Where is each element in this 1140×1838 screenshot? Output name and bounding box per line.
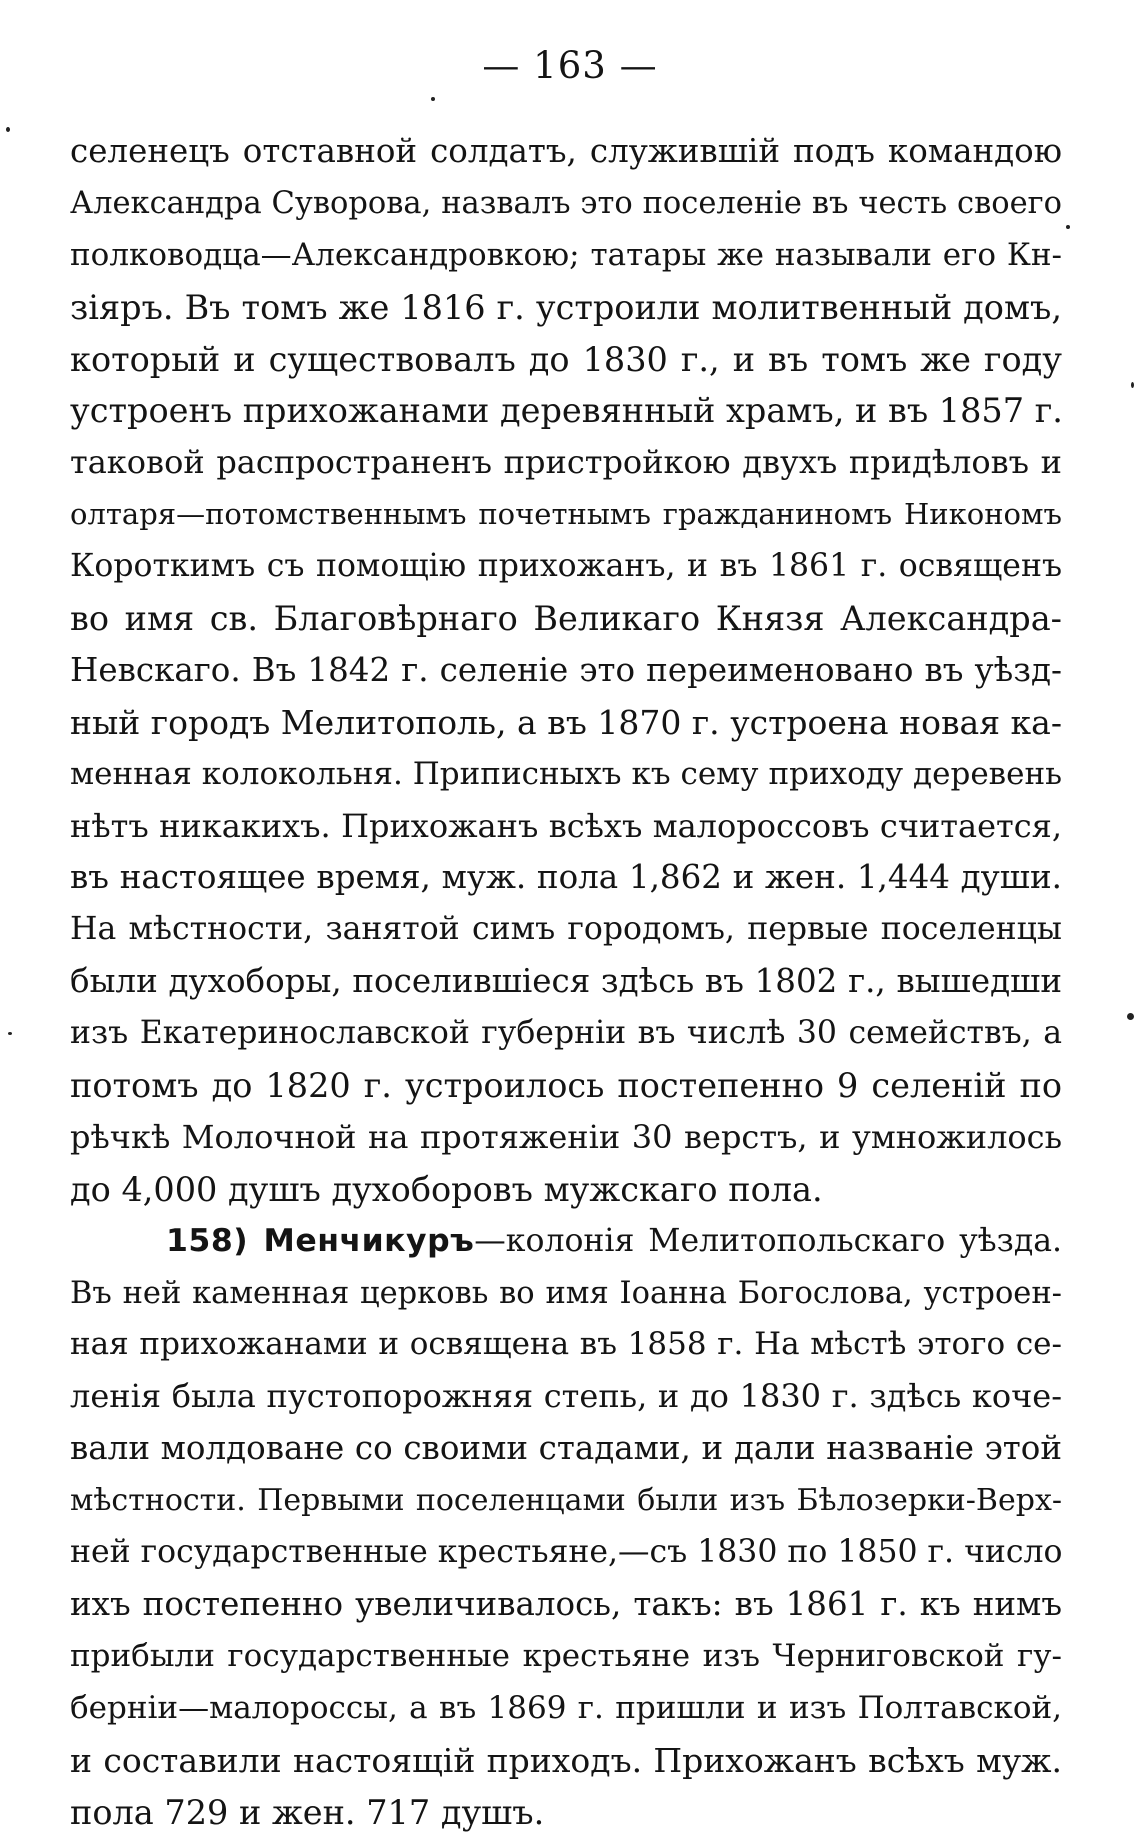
line-text: мѣстности. Первыми поселенцами были изъ Бѣлозерки-Верх- [70, 1483, 1062, 1518]
scan-speck [1127, 1013, 1134, 1020]
text-line [70, 126, 1062, 178]
text-line [70, 1683, 1062, 1735]
text-line [70, 1527, 1062, 1579]
text-line [70, 1268, 1062, 1320]
text-line [70, 1112, 1062, 1164]
text-line [70, 1423, 1062, 1475]
body-text [70, 126, 1062, 1838]
line-text: Короткимъ съ помощію прихожанъ, и въ 1861 г. освященъ [70, 548, 1062, 584]
text-line [70, 956, 1062, 1008]
text-line [70, 1319, 1062, 1371]
text-line [70, 1216, 1062, 1268]
text-line [70, 1631, 1062, 1683]
text-line [70, 1787, 1062, 1838]
line-text: ный городъ Мелитополь, а въ 1870 г. устроена новая ка- [70, 703, 1062, 742]
text-line [70, 1008, 1062, 1060]
line-text: таковой распространенъ пристройкою двухъ придѣловъ и [70, 443, 1062, 481]
text-line [70, 1371, 1062, 1423]
line-text: который и существовалъ до 1830 г., и въ томъ же году [70, 340, 1062, 379]
text-line [70, 489, 1062, 541]
line-text: —колонія Мелитопольскаго уѣзда. [474, 1223, 1062, 1259]
page-number: — 163 — [0, 44, 1140, 88]
line-text: изъ Екатеринославской губерніи въ числѣ 30 семействъ, а [70, 1015, 1062, 1051]
line-text: ленія была пустопорожняя степь, и до 1830 г. здѣсь коче- [70, 1377, 1062, 1415]
text-line [70, 1060, 1062, 1112]
line-text: На мѣстности, занятой симъ городомъ, первые поселенцы [70, 911, 1062, 947]
line-text: зіяръ. Въ томъ же 1816 г. устроили молитвенный домъ, [70, 288, 1062, 327]
line-text: потомъ до 1820 г. устроилось постепенно 9 селеній по [70, 1066, 1062, 1105]
line-text: ней государственные крестьяне,—съ 1830 по 1850 г. число [70, 1534, 1063, 1570]
line-text: во имя св. Благовѣрнаго Великаго Князя Александра- [70, 599, 1062, 638]
line-text: рѣчкѣ Молочной на протяженіи 30 верстъ, и умножилось [70, 1118, 1062, 1156]
text-line [70, 645, 1062, 697]
line-text: вали молдоване со своими стадами, и дали названіе этой [70, 1429, 1062, 1467]
line-text: берніи—малороссы, а въ 1869 г. пришли и изъ Полтавской, [70, 1690, 1062, 1726]
line-text: до 4,000 душъ духоборовъ мужскаго пола. [70, 1170, 823, 1209]
line-text: ная прихожанами и освящена въ 1858 г. На мѣстѣ этого се- [70, 1326, 1062, 1362]
text-line [70, 904, 1062, 956]
text-line [70, 1164, 1062, 1216]
text-line [70, 282, 1062, 334]
line-text: Невскаго. Въ 1842 г. селеніе это переименовано въ уѣзд- [70, 651, 1062, 689]
text-line [70, 852, 1062, 904]
text-line [70, 1735, 1062, 1787]
text-line [70, 334, 1062, 386]
line-text: ихъ постепенно увеличивалось, такъ: въ 1861 г. къ нимъ [70, 1585, 1062, 1623]
line-text: полководца—Александровкою; татары же называли его Кн- [70, 237, 1062, 273]
line-text: менная колокольня. Приписныхъ къ сему приходу деревень [70, 756, 1062, 792]
text-line [70, 1475, 1062, 1527]
line-text: Въ ней каменная церковь во имя Іоанна Богослова, устроен- [70, 1276, 1062, 1311]
line-text: и составили настоящій приходъ. Прихожанъ всѣхъ муж. [70, 1741, 1062, 1780]
scan-speck [1066, 225, 1070, 229]
scan-speck [1131, 382, 1134, 388]
text-line [70, 541, 1062, 593]
text-line [70, 801, 1062, 853]
text-line [70, 697, 1062, 749]
text-line [70, 178, 1062, 230]
line-text: Александра Суворова, назвалъ это поселеніе въ честь своего [70, 186, 1062, 221]
line-text: селенецъ отставной солдатъ, служившій подъ командою [70, 132, 1062, 170]
line-text: олтаря—потомственнымъ почетнымъ гражданиномъ Никономъ [70, 497, 1062, 531]
line-text: въ настоящее время, муж. пола 1,862 и жен. 1,444 души. [70, 858, 1062, 896]
line-text: прибыли государственные крестьяне изъ Черниговской гу- [70, 1638, 1062, 1674]
line-text: пола 729 и жен. 717 душъ. [70, 1793, 544, 1832]
scan-speck [431, 97, 435, 101]
scan-speck [8, 1032, 12, 1035]
line-text: устроенъ прихожанами деревянный храмъ, и въ 1857 г. [70, 391, 1063, 430]
text-line [70, 230, 1062, 282]
line-text: были духоборы, поселившіеся здѣсь въ 1802 г., вышедши [70, 962, 1062, 1000]
text-line [70, 385, 1062, 437]
entry-heading: 158) Менчикуръ [166, 1223, 474, 1259]
line-text: нѣтъ никакихъ. Прихожанъ всѣхъ малороссовъ считается, [70, 807, 1062, 845]
text-line [70, 593, 1062, 645]
text-line [70, 749, 1062, 801]
text-line [70, 437, 1062, 489]
text-line [70, 1579, 1062, 1631]
scan-speck [6, 127, 10, 132]
